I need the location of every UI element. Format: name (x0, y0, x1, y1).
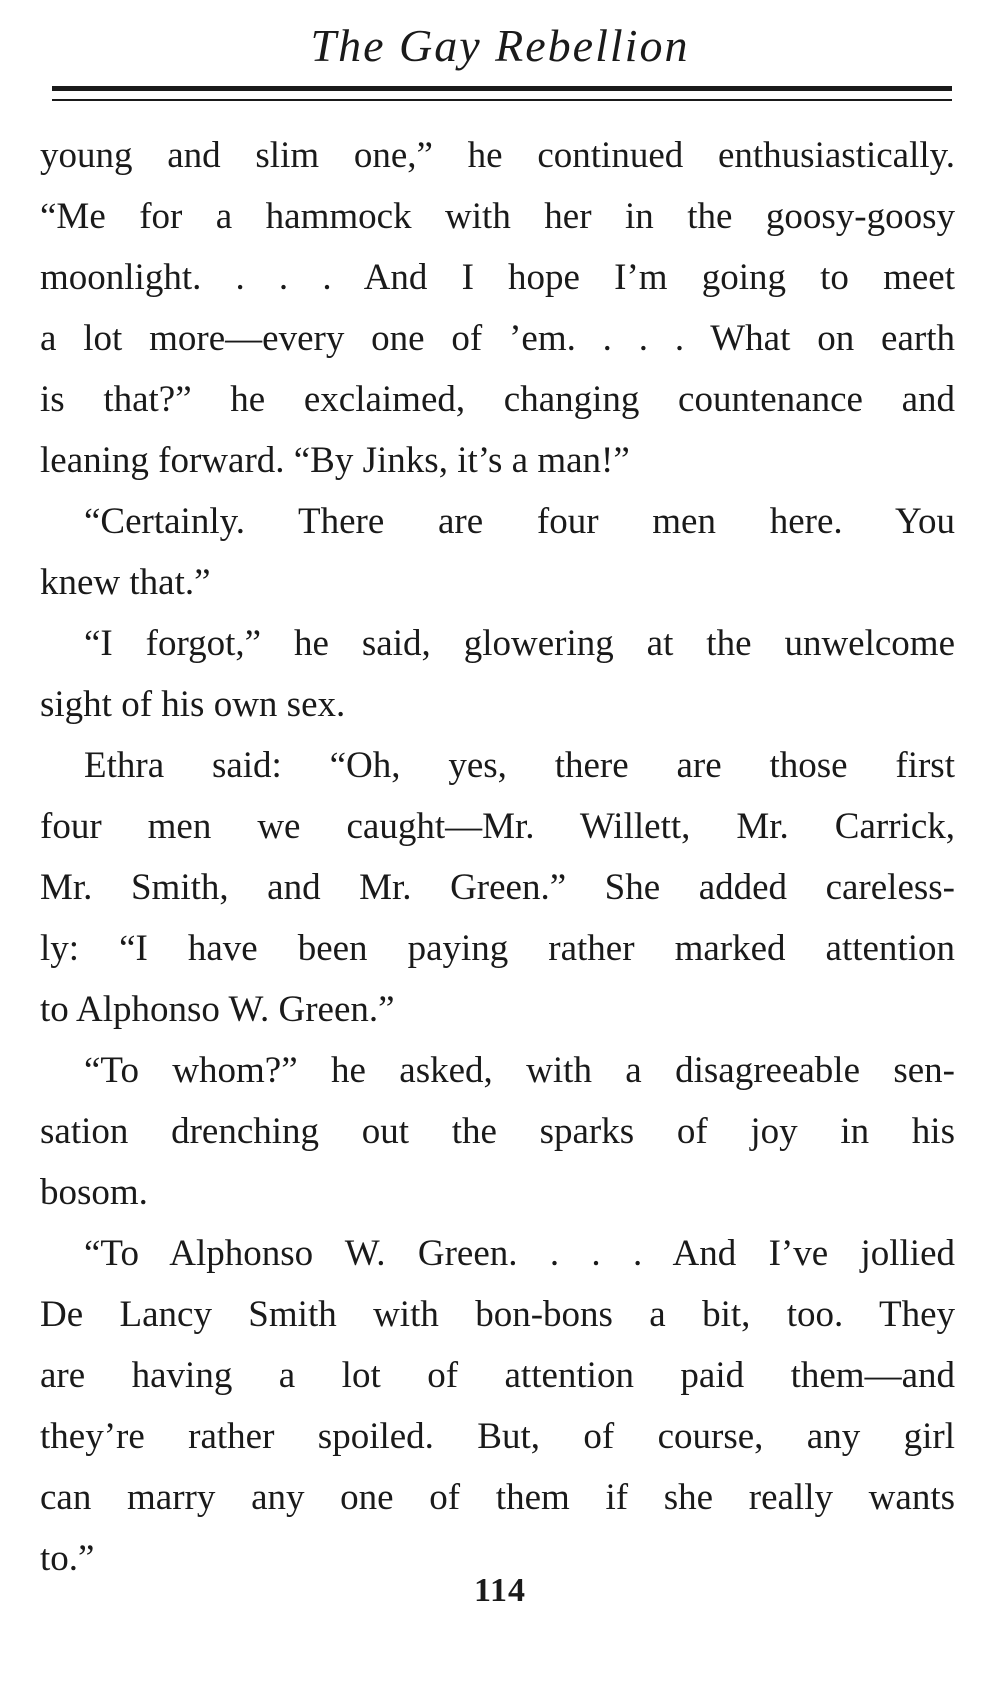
text-line: moonlight. . . . And I hope I’m going to meet (40, 257, 955, 298)
text-line: can marry any one of them if she really wants (40, 1477, 955, 1518)
header-rule-thin (52, 99, 952, 101)
text-line: a lot more—every one of ’em. . . . What on earth (40, 318, 955, 359)
body-text (40, 125, 955, 1589)
text-line: to.” (40, 1538, 95, 1579)
text-line: Ethra said: “Oh, yes, there are those first (84, 745, 955, 786)
text-line: “Me for a hammock with her in the goosy-goosy (40, 196, 955, 237)
text-line: “To Alphonso W. Green. . . . And I’ve jollied (84, 1233, 955, 1274)
text-line: Mr. Smith, and Mr. Green.” She added careless- (40, 867, 955, 908)
text-line: sight of his own sex. (40, 684, 346, 725)
text-line: “Certainly. There are four men here. You (84, 501, 955, 542)
text-line: to Alphonso W. Green.” (40, 989, 395, 1030)
page-number: 114 (473, 1572, 527, 1609)
text-line: ly: “I have been paying rather marked attention (40, 928, 955, 969)
running-head-title: The Gay Rebellion (310, 20, 690, 71)
text-line: are having a lot of attention paid them—and (40, 1355, 955, 1396)
text-line: four men we caught—Mr. Willett, Mr. Carrick, (40, 806, 955, 847)
text-line: leaning forward. “By Jinks, it’s a man!” (40, 440, 630, 481)
text-line: De Lancy Smith with bon-bons a bit, too. They (40, 1294, 955, 1335)
text-line: “I forgot,” he said, glowering at the unwelcome (84, 623, 955, 664)
text-line: “To whom?” he asked, with a disagreeable sen- (84, 1050, 955, 1091)
text-line: bosom. (40, 1172, 148, 1213)
text-line: young and slim one,” he continued enthusiastically. (40, 135, 955, 176)
text-line: is that?” he exclaimed, changing countenance and (40, 379, 955, 420)
text-line: they’re rather spoiled. But, of course, any girl (40, 1416, 955, 1457)
text-line: knew that.” (40, 562, 211, 603)
header-rule-thick (52, 86, 952, 91)
text-line: sation drenching out the sparks of joy in his (40, 1111, 955, 1152)
